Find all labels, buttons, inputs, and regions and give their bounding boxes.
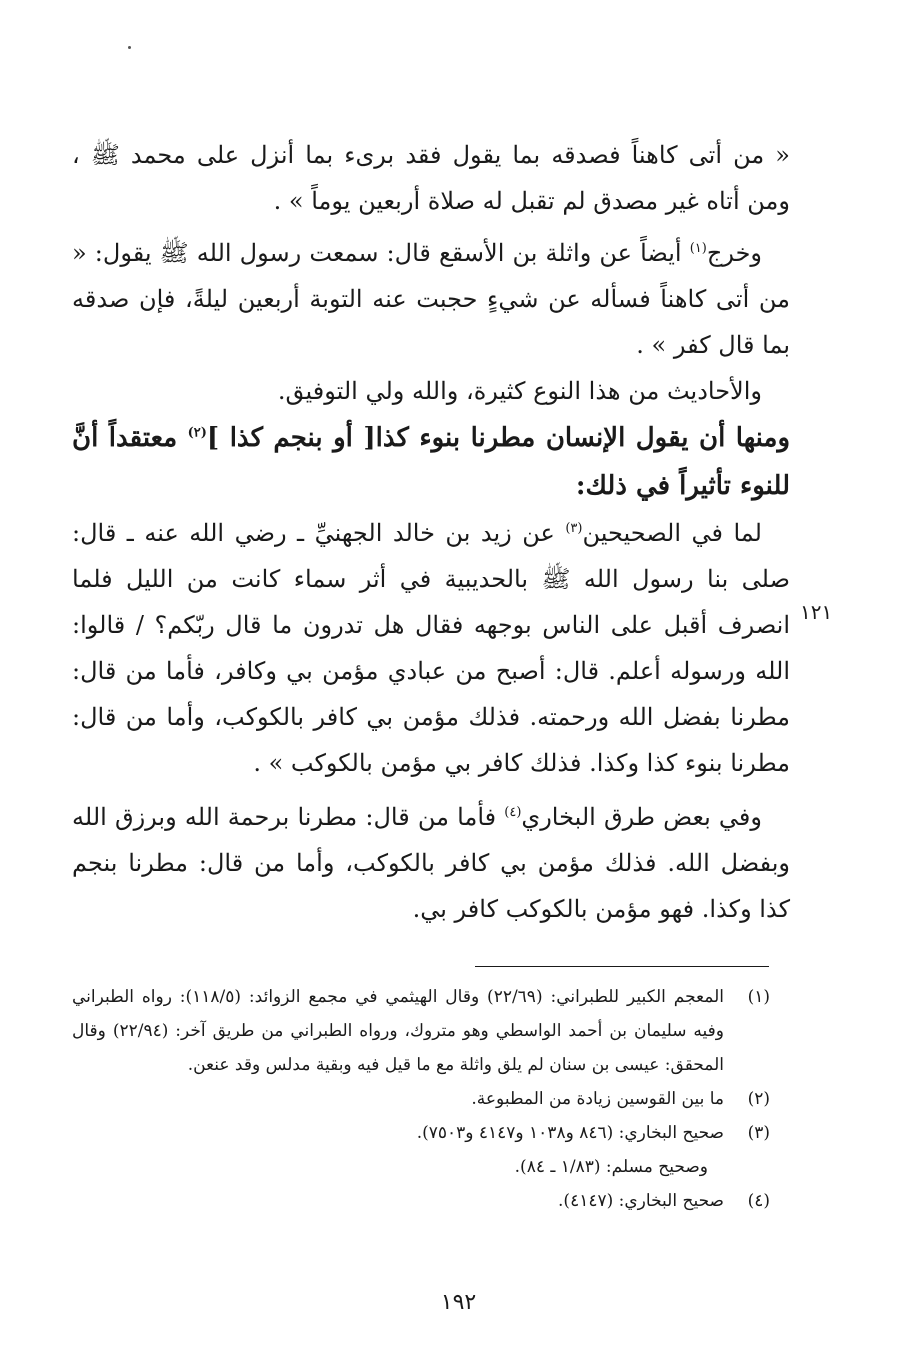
heading-start: ومنها أن يقول الإنسان مطرنا بنوء كذا[ أو بنجم كذا ] bbox=[206, 423, 791, 453]
paragraph-start: وخرج bbox=[706, 239, 762, 267]
footnote-3 bbox=[72, 1116, 770, 1150]
footnote-4 bbox=[72, 1184, 770, 1218]
heading-rest: معتقداً أنَّ للنوء تأثيراً في ذلك: bbox=[72, 423, 790, 501]
footnote-number: (٤) bbox=[747, 1191, 770, 1211]
footnote-ref-3[interactable]: (٣) bbox=[565, 521, 583, 536]
paragraph-start: وفي بعض طرق البخاري bbox=[521, 803, 762, 831]
footnote-3-continuation: وصحيح مسلم: (١/٨٣ ـ ٨٤). bbox=[514, 1157, 708, 1177]
footnote-ref-4[interactable]: (٤) bbox=[504, 805, 522, 820]
paragraph-rest: أيضاً عن واثلة بن الأسقع قال: سمعت رسول الله ﷺ يقول: « من أتى كاهناً فسأله عن شيءٍ حجبت عنه التوبة أربعين ليلةً، فإن صدقه بما قال كفر » . bbox=[72, 239, 790, 359]
footnote-divider bbox=[475, 966, 769, 967]
footnote-1 bbox=[72, 980, 770, 1082]
paragraph-closing: والأحاديث من هذا النوع كثيرة، والله ولي التوفيق. bbox=[277, 377, 762, 405]
footnote-2 bbox=[72, 1082, 770, 1116]
paragraph-rest: عن زيد بن خالد الجهنيِّ ـ رضي الله عنه ـ قال: صلى بنا رسول الله ﷺ بالحديبية في أثر سماء كانت من الليل فلما انصرف أقبل على الناس بوجهه فقال هل تدرون ما قال ربّكم؟ / قالوا: الله ورسوله أعلم. قال: أصبح من عبادي مؤمن بي وكافر، فأما من قال: مطرنا بفضل الله ورحمته. فذلك مؤمن بي كافر بالكوكب، وأما من قال: مطرنا بنوء كذا وكذا. فذلك كافر بي مؤمن بالكوكب » . bbox=[72, 519, 790, 777]
footnote-ref-1[interactable]: (١) bbox=[689, 241, 707, 256]
main-text bbox=[72, 132, 790, 932]
footnote-text: ما بين القوسين زيادة من المطبوعة. bbox=[471, 1089, 724, 1109]
footnote-number: (٢) bbox=[747, 1089, 770, 1109]
paragraph-hadith-kahin: « من أتى كاهناً فصدقه بما يقول فقد برىء بما أنزل على محمد ﷺ ، ومن أتاه غير مصدق لم تقبل له صلاة أربعين يوماً » . bbox=[72, 141, 790, 215]
scan-speck bbox=[128, 46, 131, 49]
paragraph-bukhari bbox=[72, 794, 790, 932]
footnotes bbox=[72, 980, 770, 1218]
paragraph-start: لما في الصحيحين bbox=[582, 519, 762, 547]
footnote-text: صحيح البخاري: (٤١٤٧). bbox=[558, 1191, 724, 1211]
footnote-text: المعجم الكبير للطبراني: (٢٢/٦٩) وقال الهيثمي في مجمع الزوائد: (١١٨/٥): رواه الطبراني وفيه سليمان بن أحمد الواسطي وهو متروك، ورواه الطبراني من طريق آخر: (٢٢/٩٤) وقال المحقق: عيسى بن سنان لم يلق واثلة مع ما قيل فيه وبقية مدلس وقد عنعن. bbox=[72, 987, 724, 1075]
margin-page-reference: ١٢١ bbox=[800, 600, 833, 624]
page-number: ١٩٢ bbox=[440, 1290, 477, 1315]
footnote-number: (١) bbox=[747, 987, 770, 1007]
footnote-number: (٣) bbox=[747, 1123, 770, 1143]
paragraph-hudaybiya bbox=[72, 510, 790, 786]
paragraph-wathila bbox=[72, 230, 790, 368]
section-heading bbox=[72, 414, 790, 510]
footnote-text: صحيح البخاري: (٨٤٦ و١٠٣٨ و٤١٤٧ و٧٥٠٣). bbox=[416, 1123, 724, 1143]
paragraph-rest: فأما من قال: مطرنا برحمة الله وبرزق الله وبفضل الله. فذلك مؤمن بي كافر بالكوكب، وأما من قال: مطرنا بنجم كذا وكذا. فهو مؤمن بالكوكب كافر بي. bbox=[72, 803, 790, 923]
footnote-ref-2[interactable]: (٢) bbox=[187, 425, 207, 441]
